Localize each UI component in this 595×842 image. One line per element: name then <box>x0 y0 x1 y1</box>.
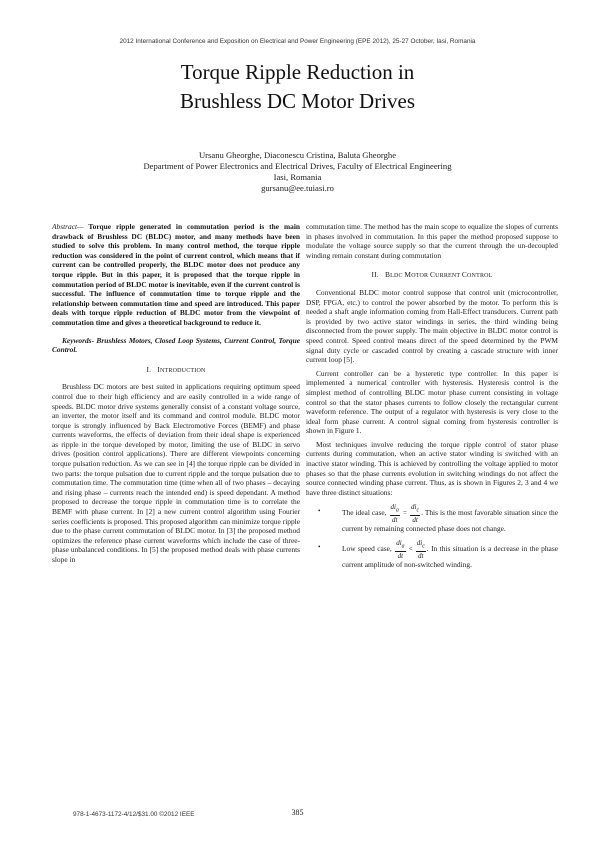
section-title-part: B <box>384 270 391 280</box>
equation-fraction-c <box>416 539 426 559</box>
fraction-subscript: a <box>401 543 405 550</box>
keywords-text: Brushless Motors, Closed Loop Systems, Current Control, Torque Control. <box>52 335 300 355</box>
fraction-subscript: c <box>416 507 420 514</box>
author-block <box>0 150 595 194</box>
section-title-initial: I <box>157 364 160 374</box>
fraction-denominator: dt <box>397 551 404 560</box>
current-control-paragraph-2: Current controller can be a hysteretic type controller. In this paper is implemented a numerical controller with hysteresis. Hysteresis control is the simplest method of controlling BLDC motor phase current consisting in voltage control so that the stator phases currents to follow closely the rectangular current waveform reference. The output of a regulator with hysteresis is very close to the ideal form phase current. A control signal coming from hysteresis controller is shown in Figure 1. <box>306 368 558 436</box>
abstract-text: Torque ripple generated in commutation period is the main drawback of Brushless DC (BLDC) motor, and many methods have been studied to solve this problem. In many control method, the torque ripple reduction was considered in the point of current control, which means that if current can be controlled properly, the BLDC motor does not produce any torque ripple. But in this paper, it is proposed that the torque ripple in commutation period of BLDC motor is inevitable, even if the current control is successful. The influence of commutation time to torque ripple and the relationship between commutation time and speed are introduced. This paper deals with torque ripple reduction of BLDC motor from the viewpoint of commutation time and gives a theoretical background to reduce it. <box>52 222 300 327</box>
keywords-label: Keywords- <box>62 335 95 345</box>
title-line-1: Torque Ripple Reduction in <box>180 60 415 84</box>
section-title-part: ONTROL <box>467 273 493 280</box>
fraction-subscript: c <box>422 543 425 550</box>
bullet-text-pre: Low speed case, <box>342 544 392 554</box>
footer-isbn: 978-1-4673-1172-4/12/$31.00 ©2012 IEEE <box>73 811 195 818</box>
fraction-subscript: a <box>395 507 399 514</box>
abstract-label: Abstract— <box>52 222 84 231</box>
page-number: 385 <box>291 808 304 817</box>
author-affiliation: Department of Power Electronics and Electrical Drives, Faculty of Electrical Engineering <box>143 161 452 171</box>
equation-fraction-a <box>390 503 400 523</box>
bullet-symbol: • <box>318 507 321 516</box>
conference-header: 2012 International Conference and Exposition on Electrical and Power Engineering (EPE 2012), 25-27 October, Iasi, Romania <box>119 38 476 45</box>
author-email[interactable]: gursanu@ee.tuiasi.ro <box>261 183 334 193</box>
section-title-part: OTOR <box>411 273 430 280</box>
fraction-numerator: di <box>411 503 417 512</box>
bullet-ideal-case <box>306 503 558 533</box>
section-heading-introduction <box>52 365 300 377</box>
paper-title <box>0 58 595 116</box>
section-number: I. <box>146 364 152 374</box>
section-title-part: M <box>404 270 412 280</box>
section-title-rest: NTRODUCTION <box>160 367 206 374</box>
section-title-part: LDC <box>390 273 405 280</box>
equation-operator: < <box>408 544 413 554</box>
section-title-part: URRENT <box>435 273 462 280</box>
equation-fraction-a <box>395 539 405 559</box>
bullet-symbol: • <box>318 543 321 552</box>
current-control-paragraph-3: Most techniques involve reducing the torque ripple control of stator phase currents during commutation, when an active stator winding is switched with an inactive stator winding. This is achieved by controlling the voltage applied to motor phases so that the phase currents evolution in switching windings do not affect the source connected winding phase current. Thus, as is shown in Figures 2, 3 and 4 we have three distinct situations: <box>306 439 558 497</box>
section-number: II. <box>371 270 379 280</box>
author-city: Iasi, Romania <box>273 172 322 182</box>
section-title-part: C <box>461 270 468 280</box>
current-control-paragraph-1: Conventional BLDC motor control suppose that control unit (microcontroller, DSP, FPGA, etc.) to control the power absorbed by the motor. To perform this is needed a shaft angle information coming from Hall-Effect transducers. Current path is provided by two active stator windings in series, the third winding being disconnected from the power supply. The main objective in BLDC motor control is speed control. Speed control means direct of the speed determined by the PWM signal duty cycle or cascaded control by creating a cascade structure with inner current loop [5]. <box>306 287 558 365</box>
right-column <box>306 222 558 573</box>
equation-fraction-c <box>410 503 420 523</box>
section-heading-current-control <box>306 270 558 282</box>
bullet-text-post: . This is the most favorable situation since the current by remaining connected phase does not change. <box>342 508 558 533</box>
title-line-2: Brushless DC Motor Drives <box>179 89 416 113</box>
bullet-text-pre: The ideal case, <box>342 508 387 518</box>
fraction-numerator: di <box>416 539 423 548</box>
abstract <box>52 222 300 328</box>
fraction-denominator: dt <box>412 515 418 524</box>
equation-operator: = <box>402 508 408 518</box>
fraction-denominator: dt <box>418 551 424 560</box>
author-names: Ursanu Gheorghe, Diaconescu Cristina, Baluta Gheorghe <box>198 150 397 160</box>
fraction-numerator: di <box>390 503 396 512</box>
section-title-part: C <box>429 270 436 280</box>
continued-paragraph: commutation time. The method has the main scope to equalize the slopes of currents in phases involved in commutation. In this paper the method proposed suppose to modulate the voltage source supply so that the current through the un-decoupled winding remain constant during commutation <box>306 222 558 260</box>
fraction-denominator: dt <box>391 515 398 524</box>
keywords <box>52 336 300 355</box>
bullet-text-post: . In this situation is a decrease in the phase current amplitude of non-switched winding. <box>342 544 558 569</box>
fraction-numerator: di <box>396 539 402 548</box>
introduction-paragraph: Brushless DC motors are best suited in applications requiring optimum speed control due to their high efficiency and are easily controlled in a wide range of speeds. BLDC motor drive systems generally consist of a constant voltage source, an inverter, the motor itself and its command and control module. BLDC motor torque is strongly influenced by Back Electromotive Forces (BEMF) and phase currents waveforms, the effects of deviation from their ideal shape is experienced as ripple in the torque developed by motor, limiting the use of BLDC in servo drives (position control applications). There are different viewpoints concerning torque pulsation reduction. As we can see in [4] the torque ripple can be divided in two parts: the torque pulsation due to current ripple and the torque pulsation due to commutation time. The commutation time (time when all of two phases – decaying and rising phase – currents reach the intended end) is speed dependant. A method proposed to decrease the torque ripple in commutation time is to correlate the BEMF with phase current. In [2] a new current control algorithm using Fourier series coefficients is proposed. This proposed algorithm can minimize torque ripple due to the phase current commutation of BLDC motor. In [3] the proposed method optimizes the reference phase current waveforms which include the case of three-phase unbalanced conditions. In [5] the proposed method deals with phase currents slope in <box>52 382 300 564</box>
left-column <box>52 222 300 569</box>
bullet-low-speed-case <box>306 539 558 569</box>
